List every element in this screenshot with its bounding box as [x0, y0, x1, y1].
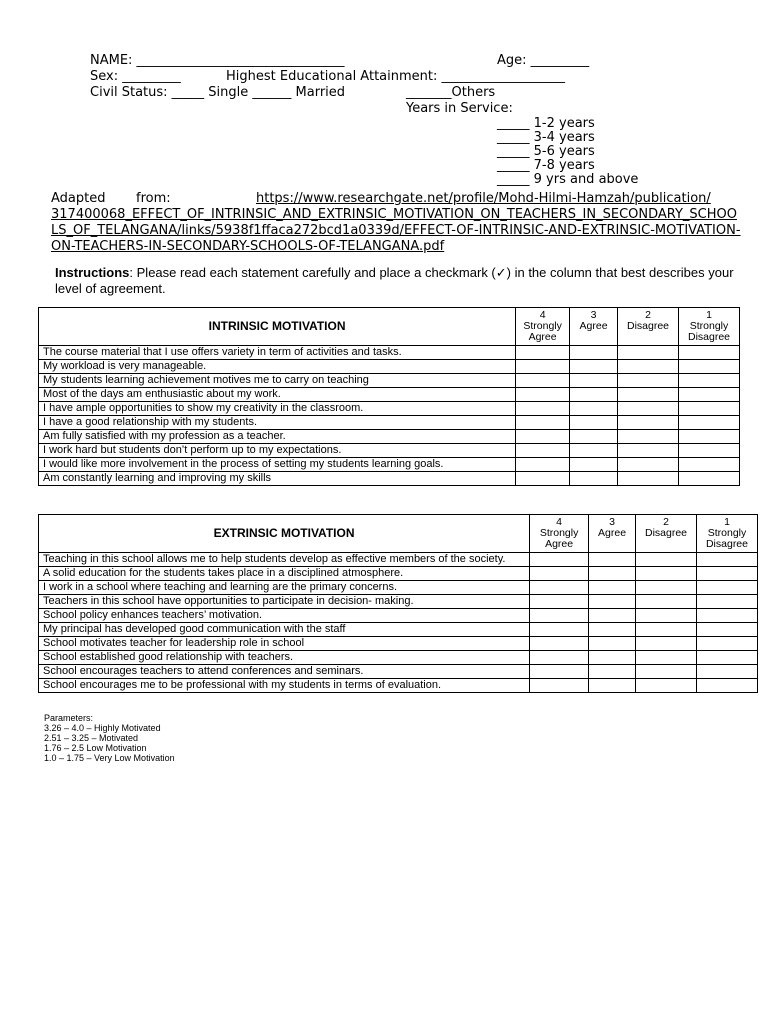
statement: The course material that I use offers variety in term of activities and tasks.	[39, 346, 516, 360]
rating-cell[interactable]	[679, 416, 740, 430]
rating-cell[interactable]	[618, 458, 679, 472]
table-row	[39, 679, 758, 693]
rating-cell[interactable]	[696, 553, 757, 567]
statement: School established good relationship with teachers.	[39, 651, 530, 665]
rating-cell[interactable]	[530, 609, 589, 623]
rating-cell[interactable]	[530, 553, 589, 567]
rating-cell[interactable]	[530, 665, 589, 679]
parameter-line: 1.0 – 1.75 – Very Low Motivation	[44, 753, 175, 763]
scale-header: 1 Strongly Disagree	[696, 515, 757, 553]
instructions-text: : Please read each statement carefully and place a checkmark (✓) in the column that best describes your level of agreement.	[55, 265, 734, 296]
rating-cell[interactable]	[696, 595, 757, 609]
rating-cell[interactable]	[618, 346, 679, 360]
rating-cell[interactable]	[618, 430, 679, 444]
rating-cell[interactable]	[679, 360, 740, 374]
instructions-label: Instructions	[55, 265, 130, 280]
rating-cell[interactable]	[636, 609, 697, 623]
statement: Am fully satisfied with my profession as a teacher.	[39, 430, 516, 444]
parameters-legend	[44, 713, 175, 763]
rating-cell[interactable]	[679, 430, 740, 444]
rating-cell[interactable]	[530, 567, 589, 581]
rating-cell[interactable]	[570, 416, 618, 430]
rating-cell[interactable]	[696, 567, 757, 581]
parameter-line: 2.51 – 3.25 – Motivated	[44, 733, 139, 743]
table-row	[39, 416, 740, 430]
statement: Am constantly learning and improving my skills	[39, 472, 516, 486]
table-row	[39, 458, 740, 472]
years-option: _____ 7-8 years	[497, 158, 595, 173]
rating-cell[interactable]	[696, 581, 757, 595]
rating-cell[interactable]	[696, 651, 757, 665]
rating-cell[interactable]	[636, 679, 697, 693]
table-row	[39, 388, 740, 402]
source-citation	[51, 191, 741, 255]
rating-cell[interactable]	[636, 651, 697, 665]
scale-header: 4 Strongly Agree	[530, 515, 589, 553]
table-row	[39, 651, 758, 665]
parameters-title: Parameters:	[44, 713, 94, 723]
table-title: EXTRINSIC MOTIVATION	[39, 515, 530, 553]
extrinsic-motivation-table	[38, 514, 758, 693]
rating-cell[interactable]	[530, 637, 589, 651]
rating-cell[interactable]	[570, 444, 618, 458]
table-row	[39, 360, 740, 374]
scale-header: 4 Strongly Agree	[516, 308, 570, 346]
statement: My workload is very manageable.	[39, 360, 516, 374]
statement: My principal has developed good communication with the staff	[39, 623, 530, 637]
rating-cell[interactable]	[618, 388, 679, 402]
statement: A solid education for the students takes place in a disciplined atmosphere.	[39, 567, 530, 581]
table-row	[39, 609, 758, 623]
rating-cell[interactable]	[570, 388, 618, 402]
table-header-row	[39, 308, 740, 346]
rating-cell[interactable]	[570, 360, 618, 374]
table-row	[39, 595, 758, 609]
rating-cell[interactable]	[570, 430, 618, 444]
table-row	[39, 637, 758, 651]
rating-cell[interactable]	[516, 444, 570, 458]
table-row	[39, 472, 740, 486]
rating-cell[interactable]	[636, 623, 697, 637]
rating-cell[interactable]	[516, 360, 570, 374]
name-field: NAME: ________________________________	[90, 53, 345, 68]
education-field: Highest Educational Attainment: ___________________	[226, 69, 565, 84]
table-row	[39, 581, 758, 595]
rating-cell[interactable]	[679, 472, 740, 486]
statement: School encourages me to be professional with my students in terms of evaluation.	[39, 679, 530, 693]
statement: My students learning achievement motives me to carry on teaching	[39, 374, 516, 388]
rating-cell[interactable]	[516, 374, 570, 388]
rating-cell[interactable]	[618, 444, 679, 458]
rating-cell[interactable]	[618, 402, 679, 416]
rating-cell[interactable]	[636, 665, 697, 679]
table-row	[39, 623, 758, 637]
rating-cell[interactable]	[589, 595, 636, 609]
years-option: _____ 9 yrs and above	[497, 172, 639, 187]
rating-cell[interactable]	[530, 679, 589, 693]
scale-header: 3 Agree	[570, 308, 618, 346]
years-option: _____ 3-4 years	[497, 130, 595, 145]
intrinsic-motivation-table	[38, 307, 740, 486]
statement: School encourages teachers to attend conferences and seminars.	[39, 665, 530, 679]
rating-cell[interactable]	[516, 402, 570, 416]
rating-cell[interactable]	[679, 444, 740, 458]
statement: I have ample opportunities to show my creativity in the classroom.	[39, 402, 516, 416]
rating-cell[interactable]	[516, 346, 570, 360]
statement: I would like more involvement in the process of setting my students learning goals.	[39, 458, 516, 472]
from-label: from:	[136, 191, 171, 206]
parameter-line: 3.26 – 4.0 – Highly Motivated	[44, 723, 161, 733]
rating-cell[interactable]	[679, 388, 740, 402]
rating-cell[interactable]	[516, 416, 570, 430]
table-row	[39, 402, 740, 416]
rating-cell[interactable]	[636, 553, 697, 567]
rating-cell[interactable]	[516, 472, 570, 486]
statement: I work in a school where teaching and learning are the primary concerns.	[39, 581, 530, 595]
years-option: _____ 1-2 years	[497, 116, 595, 131]
rating-cell[interactable]	[570, 458, 618, 472]
table-row	[39, 374, 740, 388]
rating-cell[interactable]	[570, 374, 618, 388]
rating-cell[interactable]	[530, 595, 589, 609]
table-row	[39, 553, 758, 567]
civil-status-others: _______Others	[406, 85, 496, 100]
rating-cell[interactable]	[618, 360, 679, 374]
rating-cell[interactable]	[589, 609, 636, 623]
rating-cell[interactable]	[696, 637, 757, 651]
rating-cell[interactable]	[636, 567, 697, 581]
table-row	[39, 444, 740, 458]
rating-cell[interactable]	[589, 651, 636, 665]
table-row	[39, 346, 740, 360]
instructions	[55, 265, 745, 297]
table-row	[39, 430, 740, 444]
rating-cell[interactable]	[696, 665, 757, 679]
rating-cell[interactable]	[530, 581, 589, 595]
rating-cell[interactable]	[516, 458, 570, 472]
rating-cell[interactable]	[589, 581, 636, 595]
rating-cell[interactable]	[679, 346, 740, 360]
rating-cell[interactable]	[589, 623, 636, 637]
parameter-line: 1.76 – 2.5 Low Motivation	[44, 743, 147, 753]
scale-header: 2 Disagree	[636, 515, 697, 553]
rating-cell[interactable]	[570, 346, 618, 360]
rating-cell[interactable]	[696, 679, 757, 693]
source-link[interactable]: https://www.researchgate.net/profile/Mohd-Hilmi-Hamzah/publication/	[256, 191, 711, 206]
rating-cell[interactable]	[679, 374, 740, 388]
rating-cell[interactable]	[589, 637, 636, 651]
rating-cell[interactable]	[679, 458, 740, 472]
statement: I have a good relationship with my students.	[39, 416, 516, 430]
rating-cell[interactable]	[679, 402, 740, 416]
sex-field: Sex: _________	[90, 69, 181, 84]
rating-cell[interactable]	[636, 581, 697, 595]
source-link-continued[interactable]: 317400068_EFFECT_OF_INTRINSIC_AND_EXTRINSIC_MOTIVATION_ON_TEACHERS_IN_SECONDARY_SCHOOLS_OF_TELANGANA/links/5938f1ffaca272bcd1a0339d/EFFECT-OF-INTRINSIC-AND-EXTRINSIC-MOTIVATION-ON-TEACHERS-IN-SECONDARY-SCHOOLS-OF-TELANGANA.pdf	[51, 207, 741, 254]
age-field: Age: _________	[497, 53, 590, 68]
rating-cell[interactable]	[570, 402, 618, 416]
rating-cell[interactable]	[618, 472, 679, 486]
table-row	[39, 665, 758, 679]
adapted-label: Adapted	[51, 191, 106, 206]
statement: School motivates teacher for leadership role in school	[39, 637, 530, 651]
rating-cell[interactable]	[516, 388, 570, 402]
rating-cell[interactable]	[618, 374, 679, 388]
statement: Teachers in this school have opportunities to participate in decision- making.	[39, 595, 530, 609]
rating-cell[interactable]	[589, 679, 636, 693]
table-title: INTRINSIC MOTIVATION	[39, 308, 516, 346]
table-row	[39, 567, 758, 581]
statement: School policy enhances teachers’ motivation.	[39, 609, 530, 623]
statement: I work hard but students don’t perform up to my expectations.	[39, 444, 516, 458]
rating-cell[interactable]	[516, 430, 570, 444]
scale-header: 2 Disagree	[618, 308, 679, 346]
rating-cell[interactable]	[589, 665, 636, 679]
rating-cell[interactable]	[618, 416, 679, 430]
rating-cell[interactable]	[696, 609, 757, 623]
statement: Teaching in this school allows me to help students develop as effective members of the society.	[39, 553, 530, 567]
rating-cell[interactable]	[636, 595, 697, 609]
rating-cell[interactable]	[530, 651, 589, 665]
rating-cell[interactable]	[570, 472, 618, 486]
scale-header: 1 Strongly Disagree	[679, 308, 740, 346]
rating-cell[interactable]	[589, 567, 636, 581]
years-in-service-label: Years in Service:	[406, 101, 513, 116]
rating-cell[interactable]	[696, 623, 757, 637]
rating-cell[interactable]	[636, 637, 697, 651]
scale-header: 3 Agree	[589, 515, 636, 553]
rating-cell[interactable]	[530, 623, 589, 637]
civil-status-field: Civil Status: _____ Single ______ Married	[90, 85, 346, 100]
years-option: _____ 5-6 years	[497, 144, 595, 159]
rating-cell[interactable]	[589, 553, 636, 567]
table-header-row	[39, 515, 758, 553]
statement: Most of the days am enthusiastic about my work.	[39, 388, 516, 402]
